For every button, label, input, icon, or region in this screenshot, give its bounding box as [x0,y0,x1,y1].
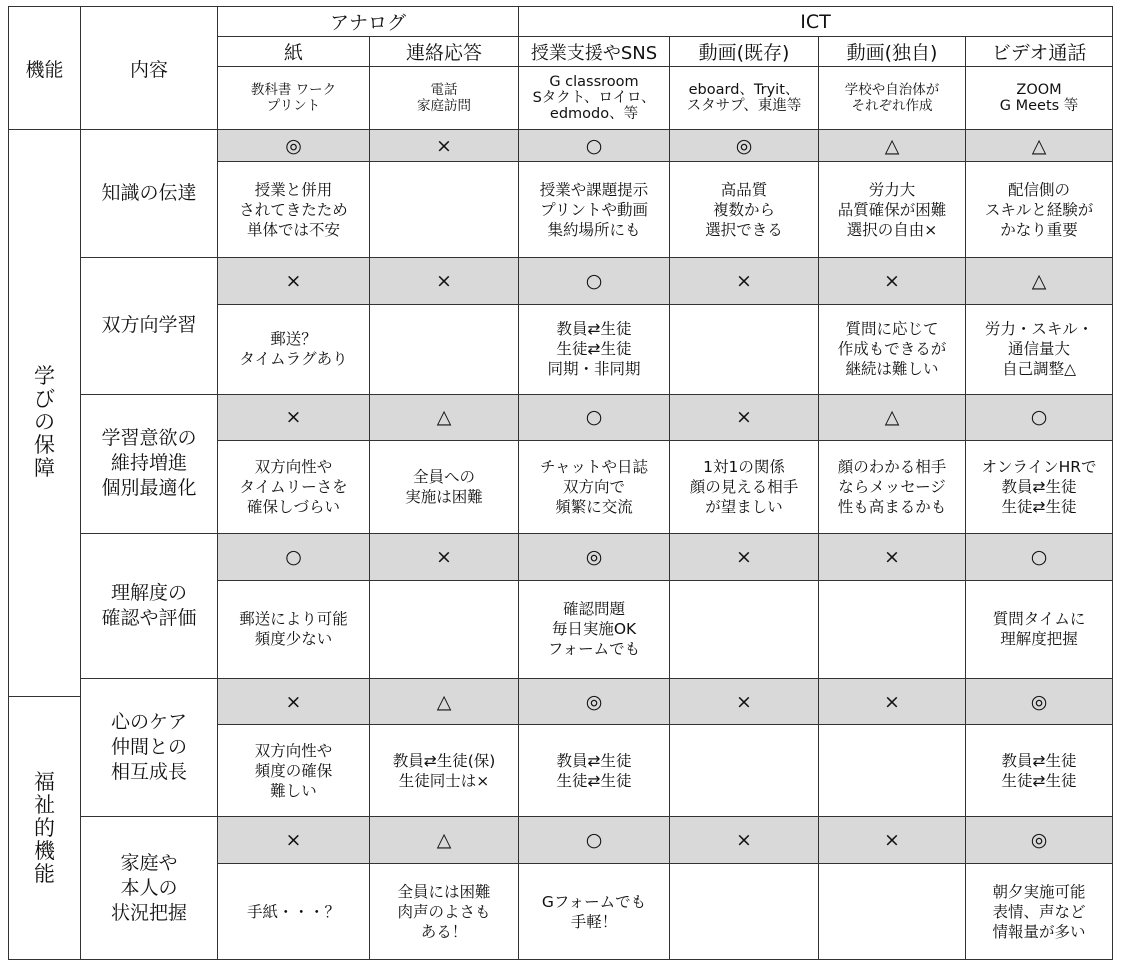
mark-cell: × [819,678,966,725]
note-cell: 質問に応じて 作成もできるが 継続は難しい [819,304,966,394]
mark-cell: ◎ [519,678,670,725]
note-cell: 授業や課題提示 プリントや動画 集約場所にも [519,162,670,258]
note-cell: 顔のわかる相手 ならメッセージ 性も高まるかも [819,441,966,534]
note-cell: 手紙・・・？ [218,864,370,960]
note-cell: 1対1の関係 顔の見える相手 が望ましい [670,441,819,534]
mark-cell: ○ [519,394,670,441]
examples-video-existing: eboard、Tryit、 スタサプ、東進等 [670,67,819,130]
mark-cell: ◎ [966,678,1113,725]
content-header: 内容 [81,7,218,130]
note-cell: 全員には困難 肉声のよさも ある！ [370,864,519,960]
mark-cell: × [218,678,370,725]
mark-cell: ◎ [519,534,670,581]
mark-cell: × [218,817,370,864]
mark-cell: △ [966,258,1113,305]
note-cell: 双方向性や タイムリーさを 確保しづらい [218,441,370,534]
mark-cell: × [670,394,819,441]
mark-cell: × [370,258,519,305]
note-cell [370,304,519,394]
mark-cell: × [819,258,966,305]
note-cell [819,864,966,960]
note-cell: 教員⇄生徒 生徒⇄生徒 [966,725,1113,817]
mark-cell: ○ [519,130,670,162]
mark-cell: ○ [519,258,670,305]
mark-cell: × [670,258,819,305]
mark-cell: × [670,817,819,864]
mark-cell: ◎ [966,817,1113,864]
note-cell [819,580,966,678]
note-cell: 配信側の スキルと経験が かなり重要 [966,162,1113,258]
note-cell: 全員への 実施は困難 [370,441,519,534]
note-cell: 教員⇄生徒 生徒⇄生徒 [519,725,670,817]
row-label-home-situation: 家庭や 本人の 状況把握 [81,817,218,960]
mark-cell: × [218,394,370,441]
note-cell: 郵送？ タイムラグあり [218,304,370,394]
note-cell [819,725,966,817]
mark-cell: × [370,534,519,581]
section-learning-guarantee: 学 び の 保 障 [9,149,80,697]
column-header-video-call: ビデオ通話 [966,37,1113,67]
mark-cell: ◎ [218,130,370,162]
note-cell: 授業と併用 されてきたため 単体では不安 [218,162,370,258]
mark-cell: ○ [966,394,1113,441]
mark-cell: △ [370,394,519,441]
mark-cell: △ [370,817,519,864]
comparison-table [8,6,1113,960]
note-cell: チャットや日誌 双方向で 頻繁に交流 [519,441,670,534]
examples-video-original: 学校や自治体が それぞれ作成 [819,67,966,130]
examples-class-support: G classroom Sタクト、ロイロ、 edmodo、等 [519,67,670,130]
note-cell: 双方向性や 頻度の確保 難しい [218,725,370,817]
mark-cell: × [370,130,519,162]
examples-video-call: ZOOM G Meets 等 [966,67,1113,130]
column-header-paper: 紙 [218,37,370,67]
mark-cell: △ [370,678,519,725]
mark-cell: × [218,258,370,305]
note-cell [670,864,819,960]
section-cell [9,130,81,960]
note-cell: 労力・スキル・ 通信量大 自己調整△ [966,304,1113,394]
column-header-video-original: 動画(独自) [819,37,966,67]
section-welfare-function: 福 祉 的 機 能 [34,769,55,886]
group-header-analog: アナログ [218,7,519,37]
mark-cell: △ [966,130,1113,162]
group-header-ict: ICT [519,7,1113,37]
row-label-interactive-learning: 双方向学習 [81,258,218,395]
examples-contact: 電話 家庭訪問 [370,67,519,130]
mark-cell: × [819,534,966,581]
row-label-mental-care: 心のケア 仲間との 相互成長 [81,678,218,817]
mark-cell: ◎ [670,130,819,162]
note-cell [370,162,519,258]
note-cell [370,580,519,678]
note-cell: 質問タイムに 理解度把握 [966,580,1113,678]
row-label-knowledge: 知識の伝達 [81,130,218,258]
mark-cell: × [670,534,819,581]
note-cell: 教員⇄生徒(保) 生徒同士は× [370,725,519,817]
mark-cell: △ [819,130,966,162]
mark-cell: ○ [519,817,670,864]
note-cell: オンラインHRで 教員⇄生徒 生徒⇄生徒 [966,441,1113,534]
note-cell: 労力大 品質確保が困難 選択の自由× [819,162,966,258]
row-label-motivation: 学習意欲の 維持増進 個別最適化 [81,394,218,534]
note-cell: 高品質 複数から 選択できる [670,162,819,258]
row-label-comprehension: 理解度の 確認や評価 [81,534,218,679]
column-header-contact: 連絡応答 [370,37,519,67]
column-header-video-existing: 動画(既存) [670,37,819,67]
mark-cell: × [670,678,819,725]
mark-cell: △ [819,394,966,441]
note-cell: Gフォームでも 手軽！ [519,864,670,960]
note-cell [670,580,819,678]
note-cell: 朝夕実施可能 表情、声など 情報量が多い [966,864,1113,960]
function-header: 機能 [9,7,81,130]
note-cell [670,725,819,817]
note-cell: 確認問題 毎日実施OK フォームでも [519,580,670,678]
note-cell: 郵送により可能 頻度少ない [218,580,370,678]
mark-cell: ○ [966,534,1113,581]
mark-cell: × [819,817,966,864]
column-header-class-support: 授業支援やSNS [519,37,670,67]
mark-cell: ○ [218,534,370,581]
examples-paper: 教科書 ワーク プリント [218,67,370,130]
note-cell [670,304,819,394]
note-cell: 教員⇄生徒 生徒⇄生徒 同期・非同期 [519,304,670,394]
